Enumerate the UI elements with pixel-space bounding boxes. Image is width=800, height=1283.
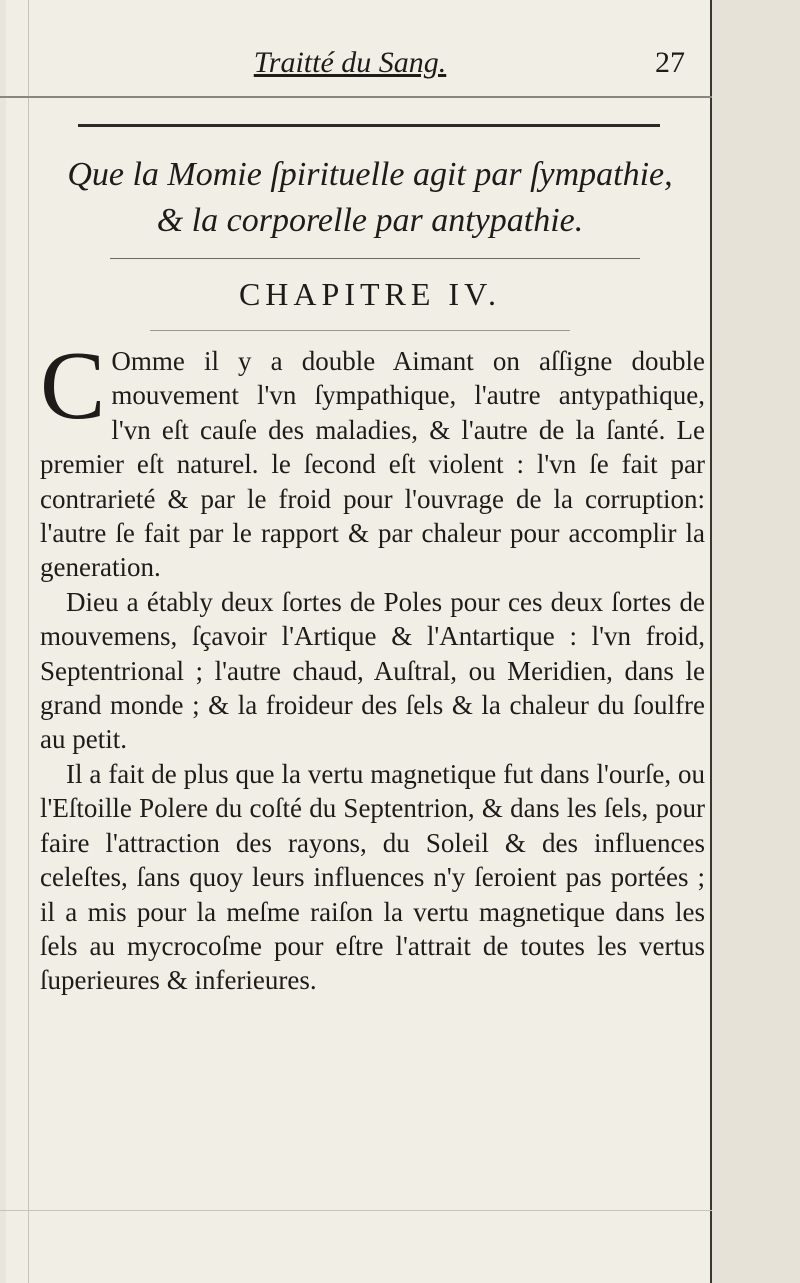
drop-cap: C [40,332,106,440]
paragraph-1 [40,332,705,585]
footer-rule [0,1210,712,1211]
chapter-divider [150,330,570,331]
header-rule [0,96,712,98]
chapter-label: CHAPITRE IV. [238,276,502,312]
paragraph-3: Il a fait de plus que la vertu magnetique fut dans l'ourſe, ou l'Eſtoille Polere du coſté du Septentrion, & dans les ſels, pour faire l'attraction des rayons, du Soleil & des influences celeſtes, ſans quoy leurs influences n'y ſeroient pas portées ; il a mis pour la meſme raiſon la vertu magnetique dans les ſels au mycrocoſme pour eſtre l'attrait de toutes les vertus ſuperieures & inferieures. [40,758,705,996]
chapter-title [40,152,700,244]
page-number: 27 [655,46,685,79]
running-title: Traitté du Sang. [253,46,447,79]
title-divider [110,258,640,259]
paragraph-1-text: Omme il y a double Aimant on aſſigne double mouvement l'vn ſympathique, l'autre antypathique, l'vn eſt cauſe des maladies, & l'autre de la ſanté. Le premier eſt naturel. le ſecond eſt violent : l'vn ſe fait par contrarieté & par le froid pour l'ouvrage de la corruption: l'autre ſe fait par le rapport & par chaleur pour accomplir la generation. [40,346,705,583]
margin-rule [28,0,29,1283]
facing-page-bleed [712,0,800,1283]
chapter-title-line-2: & la corporelle par antypathie. [156,202,584,239]
section-divider [78,124,660,127]
chapter-title-line-1: Que la Momie ſpirituelle agit par ſympathie, [67,156,673,193]
body-text [40,332,705,998]
paragraph-2: Dieu a étably deux ſortes de Poles pour ces deux ſortes de mouvemens, ſçavoir l'Artique & l'Antartique : l'vn froid, Septentrional ; l'autre chaud, Auſtral, ou Meridien, dans le grand monde ; & la froideur des ſels & la chaleur du ſoulfre au petit. [40,586,705,755]
page-header [0,40,700,90]
